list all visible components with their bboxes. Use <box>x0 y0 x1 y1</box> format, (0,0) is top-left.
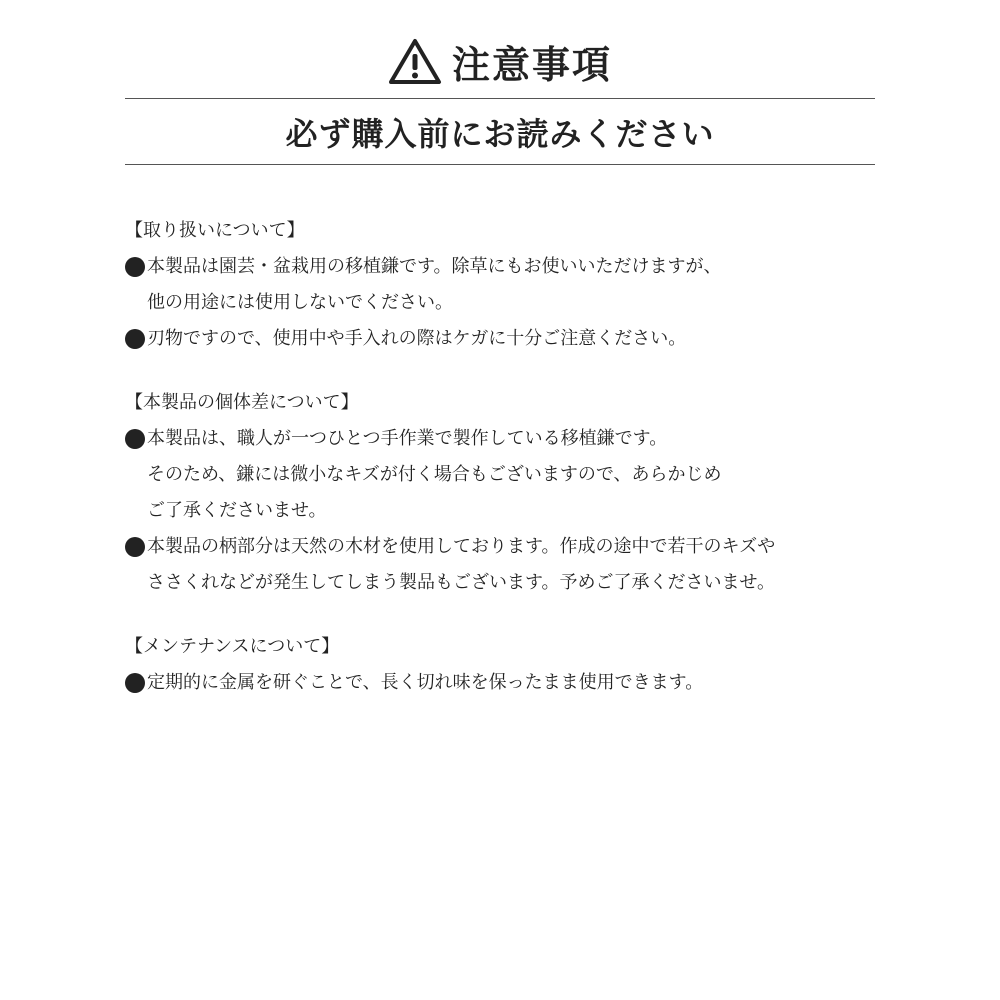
bullet-text-line: ささくれなどが発生してしまう製品もございます。予めご了承くださいませ。 <box>147 572 776 593</box>
bullet-text-line: 定期的に金属を研ぐことで、長く切れ味を保ったまま使用できます。 <box>147 672 704 693</box>
section-heading: 【本製品の個体差について】 <box>125 392 359 413</box>
notice-content <box>125 213 885 729</box>
bullet-text-line: 本製品の柄部分は天然の木材を使用しております。作成の途中で若干のキズや <box>147 536 776 557</box>
bullet-item <box>125 321 885 357</box>
bullet-item <box>125 249 885 321</box>
bullet-icon <box>125 429 145 449</box>
title-row <box>0 34 1000 88</box>
bullet-item <box>125 665 885 701</box>
bullet-item <box>125 529 885 601</box>
bullet-icon <box>125 673 145 693</box>
bullet-text-line: ご了承くださいませ。 <box>147 500 327 521</box>
page-title: 注意事項 <box>451 42 612 87</box>
bullet-icon <box>125 257 145 277</box>
bullet-text-line: 本製品は園芸・盆栽用の移植鎌です。除草にもお使いいただけますが、 <box>147 256 722 277</box>
bullet-text-line: 他の用途には使用しないでください。 <box>147 292 453 313</box>
divider-top <box>125 98 875 99</box>
bullet-text-line: 本製品は、職人が一つひとつ手作業で製作している移植鎌です。 <box>147 428 668 449</box>
bullet-text-line: 刃物ですので、使用中や手入れの際はケガに十分ご注意ください。 <box>147 328 687 349</box>
section-individual-differences <box>125 385 885 601</box>
bullet-icon <box>125 329 145 349</box>
warning-triangle-icon <box>388 37 442 85</box>
section-heading: 【取り扱いについて】 <box>125 220 305 241</box>
section-maintenance <box>125 629 885 701</box>
bullet-text-line: そのため、鎌には微小なキズが付く場合もございますので、あらかじめ <box>147 464 722 485</box>
divider-bottom <box>125 164 875 165</box>
bullet-icon <box>125 537 145 557</box>
section-heading: 【メンテナンスについて】 <box>125 636 340 657</box>
page-subtitle: 必ず購入前にお読みください <box>285 115 715 153</box>
bullet-item <box>125 421 885 529</box>
section-handling <box>125 213 885 357</box>
